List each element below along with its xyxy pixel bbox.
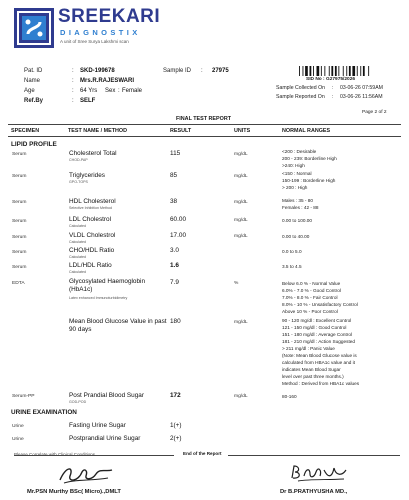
- row-units: mg/dL: [234, 200, 248, 205]
- row-result: 180: [170, 318, 181, 325]
- row-method: Latex enhanced Immunoturbidimetry: [69, 296, 128, 300]
- colon: :: [72, 98, 74, 104]
- row-result: 1(+): [170, 422, 182, 429]
- sex-label: Sex: [105, 88, 116, 94]
- sid-number: SID No : G27975/2026: [306, 77, 356, 82]
- row-units: mg/dL: [234, 394, 248, 399]
- sample-id-value: 27975: [212, 68, 229, 74]
- row-specimen: Serum: [12, 235, 27, 240]
- ref-by-label: Ref.By: [24, 98, 44, 104]
- row-specimen: Serum: [12, 152, 27, 157]
- page-number: Page 2 of 2: [362, 110, 387, 115]
- patient-sex: Female: [122, 88, 143, 94]
- header-bottom-rule: [8, 136, 401, 137]
- row-range: <200 : Desirable 200 - 239: Borderline High >240: High: [282, 149, 337, 168]
- row-result: 85: [170, 172, 178, 179]
- reported-value: 03-06-26 11:56AM: [340, 94, 383, 100]
- name-label: Name: [24, 78, 41, 84]
- patient-age: 64 Yrs: [80, 88, 98, 94]
- row-result: 2(+): [170, 435, 182, 442]
- brand-name: SREEKARI: [58, 6, 161, 27]
- row-method: Calculated: [69, 224, 86, 228]
- row-method: Calculated: [69, 270, 86, 274]
- barcode-icon: [298, 66, 386, 76]
- correlate-note: Please Correlate with Clinical Conditions: [14, 452, 96, 457]
- row-units: %: [234, 281, 239, 286]
- row-result: 1.6: [170, 262, 179, 269]
- row-units: mg/dL: [234, 234, 248, 239]
- row-range: Males : 35 - 80 Females : 42 - 88: [282, 198, 319, 210]
- row-test-name: Post Prandial Blood Sugar: [69, 392, 144, 399]
- colon: :: [72, 78, 74, 84]
- row-method: GOD-POD: [69, 400, 87, 404]
- row-method: Selective Inhibition Method: [69, 206, 112, 210]
- row-test-name: CHO/HDL Ratio: [69, 247, 115, 254]
- signature-right-icon: [288, 462, 350, 484]
- col-test: TEST NAME / METHOD: [68, 128, 127, 134]
- row-method: CHOD-PAP: [69, 158, 88, 162]
- row-test-name: Glycosylated Haemoglobin (HbA1c): [69, 278, 146, 293]
- report-title: FINAL TEST REPORT: [176, 116, 232, 122]
- row-range: 0.00 to 40.00: [282, 234, 310, 239]
- row-specimen: Serum-PP: [12, 394, 35, 399]
- header-top-rule: [8, 124, 401, 125]
- row-method: Calculated: [69, 240, 86, 244]
- reported-label: Sample Reported On: [276, 94, 325, 100]
- row-result: 60.00: [170, 216, 186, 223]
- collected-value: 03-06-26 07:59AM: [340, 85, 383, 91]
- row-result: 17.00: [170, 232, 186, 239]
- row-specimen: EDTA: [12, 281, 25, 286]
- row-result: 115: [170, 150, 181, 157]
- row-range: 3.5 to 4.5: [282, 264, 302, 269]
- doctor-left-name: Mr.PSN Murthy BSc( Micro).,DMLT: [27, 489, 121, 495]
- row-specimen: Serum: [12, 250, 27, 255]
- end-of-report: End of the Report: [183, 451, 222, 456]
- row-test-name: Triglycerides: [69, 172, 105, 179]
- brand-logo-icon: [14, 8, 54, 48]
- row-specimen: Serum: [12, 219, 27, 224]
- collected-label: Sample Collected On: [276, 85, 326, 91]
- row-test-name: VLDL Cholestrol: [69, 232, 116, 239]
- row-test-name: Fasting Urine Sugar: [69, 422, 126, 429]
- col-specimen: SPECIMEN: [11, 128, 40, 134]
- row-range: Below 6.0 % - Normal Value 6.0% - 7.0 % - Good Control 7.0% - 8.0 % - Fair Control 8.0% - 10 % - Unsatisfactory Control Above 10 % - Poor Control: [282, 281, 358, 314]
- colon: :: [332, 94, 334, 100]
- row-test-name: Cholesterol Total: [69, 150, 117, 157]
- pat-id-value: SKD-199678: [80, 68, 115, 74]
- section-lipid-profile: LIPID PROFILE: [11, 141, 57, 148]
- row-specimen: Serum: [12, 174, 27, 179]
- row-method: GPO-TOPS: [69, 180, 88, 184]
- colon: :: [72, 88, 74, 94]
- row-specimen: Serum: [12, 200, 27, 205]
- footer-rule-right: [228, 455, 400, 456]
- row-units: mg/dL: [234, 320, 248, 325]
- row-result: 38: [170, 198, 178, 205]
- row-test-name: LDL Cholestrol: [69, 216, 112, 223]
- row-result: 3.0: [170, 247, 179, 254]
- col-ranges: NORMAL RANGES: [282, 128, 331, 134]
- ref-by-value: SELF: [80, 98, 96, 104]
- row-result: 7.9: [170, 279, 179, 286]
- brand-tagline: A unit of Sree Surya Lakshmi scan: [60, 39, 129, 44]
- row-range: 0.0 to 5.0: [282, 249, 302, 254]
- row-test-name: LDL/HDL Ratio: [69, 262, 112, 269]
- row-units: mg/dL: [234, 174, 248, 179]
- colon: :: [72, 68, 74, 74]
- row-units: mg/dL: [234, 218, 248, 223]
- brand-subtitle: DIAGNOSTIX: [60, 28, 141, 37]
- row-units: mg/dL: [234, 152, 248, 157]
- sample-id-label: Sample ID: [163, 68, 192, 74]
- pat-id-label: Pat. ID: [24, 68, 43, 74]
- row-range: 90 - 120 mg/dl : Excellent Control 121 - 150 mg/dl : Good Control 151 - 180 mg/dl : Average Control 181 - 210 mg/dl : Action Suggested > 211 mg/dl : Panic Value (Note: Mean Blood Glucose value is calculated from HBA1c value and it indicates Mean Blood Sugar level over past three months.) Method : Derived from HBA1c values: [282, 318, 360, 386]
- colon: :: [332, 85, 334, 91]
- row-range: 80-160: [282, 394, 297, 399]
- section-urine-examination: URINE EXAMINATION: [11, 409, 77, 416]
- col-result: RESULT: [170, 128, 192, 134]
- signature-left-icon: [56, 462, 116, 486]
- row-method: Calculated: [69, 255, 86, 259]
- row-test-name: HDL Cholesterol: [69, 198, 116, 205]
- age-label: Age: [24, 88, 35, 94]
- row-specimen: Serum: [12, 265, 27, 270]
- row-specimen: Urine: [12, 424, 24, 429]
- row-result: 172: [170, 392, 181, 399]
- patient-name: Mrs.R.RAJESWARI: [80, 78, 135, 84]
- row-test-name: Postprandial Urine Sugar: [69, 435, 141, 442]
- row-specimen: Urine: [12, 437, 24, 442]
- colon: :: [201, 68, 203, 74]
- colon: :: [118, 88, 120, 94]
- row-test-name: Mean Blood Glucose Value in past 90 days: [69, 318, 167, 333]
- row-range: 0.00 to 100.00: [282, 218, 312, 223]
- doctor-right-name: Dr B.PRATHYUSHA MD.,: [280, 489, 348, 495]
- row-range: <150 : Normal 150-199 : Borderline High > 200 : High: [282, 171, 336, 190]
- col-units: UNITS: [234, 128, 251, 134]
